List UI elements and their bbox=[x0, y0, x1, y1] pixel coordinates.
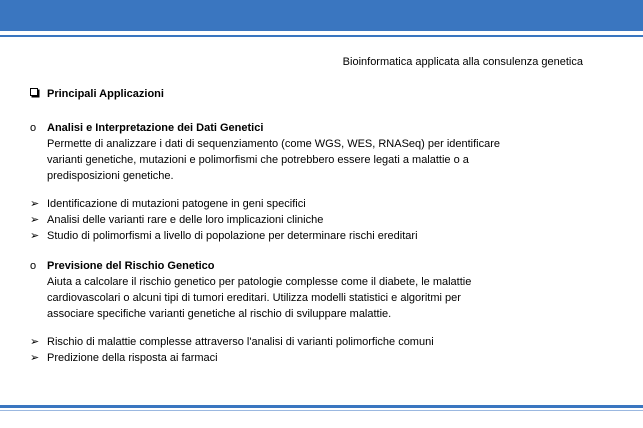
item1-line: Permette di analizzare i dati di sequenziamento (come WGS, WES, RNASeq) per identificare bbox=[47, 138, 501, 150]
item1-line: varianti genetiche, mutazioni e polimorfismi che potrebbero essere legati a malattie o a bbox=[47, 154, 469, 166]
bullet-text: Studio di polimorfismi a livello di popolazione per determinare rischi ereditari bbox=[47, 230, 418, 242]
bullet-text: Predizione della risposta ai farmaci bbox=[47, 352, 218, 364]
item2-line: associare specifiche varianti genetiche al rischio di sviluppare malattie. bbox=[47, 308, 392, 320]
item2-description bbox=[47, 274, 537, 322]
arrow-bullet-icon: ➢ bbox=[30, 198, 40, 210]
list-item bbox=[30, 213, 323, 226]
item2-line: cardiovascolari o alcuni tipi di tumori ereditari. Utilizza modelli statistici e algoritmi per bbox=[47, 292, 461, 304]
bullet-text: Analisi delle varianti rare e delle loro implicazioni cliniche bbox=[47, 214, 324, 226]
section-title: Principali Applicazioni bbox=[47, 88, 164, 100]
footer-divider-thin bbox=[0, 410, 643, 411]
item1-title: Analisi e Interpretazione dei Dati Genetici bbox=[47, 122, 264, 134]
header-divider bbox=[0, 35, 643, 37]
checkbox-bullet-icon bbox=[30, 88, 47, 100]
list-item bbox=[30, 229, 418, 242]
document-title: Bioinformatica applicata alla consulenza genetica bbox=[342, 56, 583, 68]
arrow-bullet-icon: ➢ bbox=[30, 230, 40, 242]
item2-title: Previsione del Rischio Genetico bbox=[47, 260, 215, 272]
circle-bullet-icon: o bbox=[30, 122, 37, 134]
item1-description bbox=[47, 136, 537, 184]
bullet-text: Rischio di malattie complesse attraverso l'analisi di varianti polimorfiche comuni bbox=[47, 336, 434, 348]
arrow-bullet-icon: ➢ bbox=[30, 336, 40, 348]
arrow-bullet-icon: ➢ bbox=[30, 214, 40, 226]
footer-divider bbox=[0, 405, 643, 408]
list-item bbox=[30, 335, 434, 348]
list-item bbox=[30, 351, 218, 364]
circle-bullet-icon: o bbox=[30, 260, 37, 272]
item1-heading bbox=[30, 122, 263, 134]
arrow-bullet-icon: ➢ bbox=[30, 352, 40, 364]
item2-line: Aiuta a calcolare il rischio genetico per patologie complesse come il diabete, le malattie bbox=[47, 276, 472, 288]
bullet-text: Identificazione di mutazioni patogene in geni specifici bbox=[47, 198, 306, 210]
header-band bbox=[0, 0, 643, 31]
list-item bbox=[30, 197, 306, 210]
section-heading bbox=[30, 88, 164, 100]
item2-heading bbox=[30, 260, 215, 272]
item1-line: predisposizioni genetiche. bbox=[47, 170, 174, 182]
